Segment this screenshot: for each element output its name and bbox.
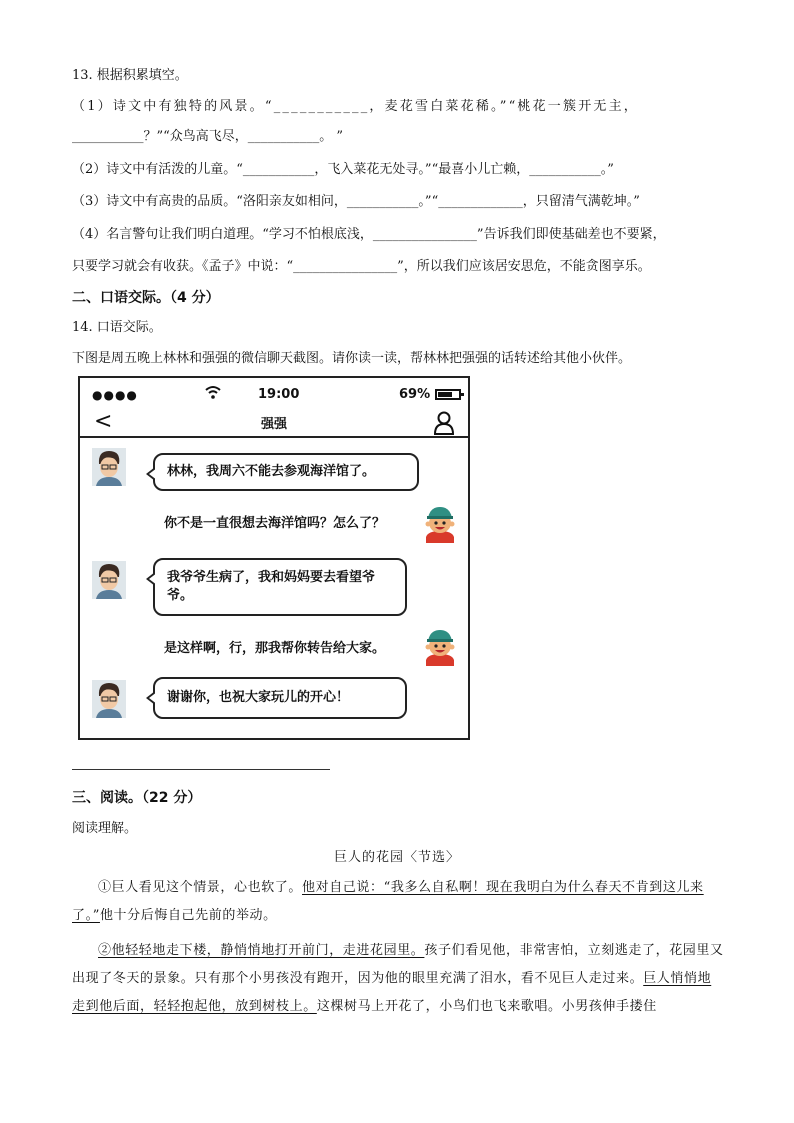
paragraph-2-underlined-2: 巨人悄悄地走到他后面，轻轻抱起他，放到树枝上。 bbox=[72, 971, 712, 1014]
fill-item-1-line-2: ___________？”“众鸟高飞尽，___________。 ” bbox=[72, 129, 344, 144]
signal-dots: ●●●● bbox=[92, 388, 138, 402]
chat-screenshot bbox=[78, 376, 470, 740]
section-2-heading: 二、口语交际。（4 分） bbox=[72, 290, 220, 306]
wifi-icon bbox=[204, 384, 222, 400]
paragraph-2-text-b: 这棵树马上开花了，小鸟们也飞来歌唱。小男孩伸手搂住 bbox=[316, 999, 657, 1014]
battery-icon bbox=[435, 389, 461, 400]
chat-navbar bbox=[80, 410, 468, 438]
back-icon[interactable]: < bbox=[94, 409, 113, 434]
chat-message-3: 我爷爷生病了，我和妈妈要去看望爷爷。 bbox=[153, 558, 407, 616]
avatar-qiangqiang-icon bbox=[424, 628, 456, 666]
paragraph-2-text-a: 孩子们看见他，非常害怕，立刻逃走了，花园里又出现了冬天的景象。只有那个小男孩没有跑开，因为他的眼里充满了泪水，看不见巨人走过来。 bbox=[72, 943, 724, 986]
fill-item-4-line-1: （4）名言警句让我们明白道理。“学习不怕根底浅，________________”告诉我们即使基础差也不要紧， bbox=[72, 227, 666, 242]
paragraph-1-text-b: 他十分后悔自己先前的举动。 bbox=[99, 908, 277, 923]
paragraph-1-underlined: 他对自己说：“我多么自私啊！现在我明白为什么春天不肯到这儿来了。” bbox=[72, 880, 704, 923]
section-3-heading: 三、阅读。（22 分） bbox=[72, 790, 202, 806]
avatar-linlin-icon bbox=[92, 680, 126, 718]
story-paragraph-1 bbox=[72, 874, 724, 930]
avatar-linlin-icon bbox=[92, 448, 126, 486]
reading-label: 阅读理解。 bbox=[72, 821, 138, 836]
paragraph-1-text-a: ①巨人看见这个情景，心也软了。 bbox=[98, 880, 303, 895]
contact-name: 强强 bbox=[260, 417, 287, 432]
avatar-qiangqiang-icon bbox=[424, 505, 456, 543]
chat-message-2: 你不是一直很想去海洋馆吗？怎么了？ bbox=[164, 516, 386, 531]
fill-item-1-line-1: （1）诗文中有独特的风景。“___________，麦花雪白菜花稀。”“桃花一簇开无主， bbox=[72, 99, 640, 114]
chat-message-1: 林林，我周六不能去参观海洋馆了。 bbox=[153, 453, 419, 491]
fill-item-3: （3）诗文中有高贵的品质。“洛阳亲友如相问，___________。”“_____________，只留清气满乾坤。” bbox=[72, 194, 640, 209]
avatar-linlin-icon bbox=[92, 561, 126, 599]
person-icon[interactable] bbox=[433, 411, 455, 435]
question-13-title: 13. 根据积累填空。 bbox=[72, 68, 188, 83]
story-title: 巨人的花园〈节选〉 bbox=[333, 850, 460, 865]
story-paragraph-2 bbox=[72, 937, 724, 1021]
question-14-title: 14. 口语交际。 bbox=[72, 320, 162, 335]
battery-percent: 69% bbox=[399, 387, 431, 402]
chat-message-5: 谢谢你，也祝大家玩儿的开心！ bbox=[153, 677, 407, 719]
status-time: 19:00 bbox=[258, 387, 300, 402]
chat-message-4: 是这样啊，行，那我帮你转告给大家。 bbox=[164, 641, 386, 656]
answer-line bbox=[72, 769, 330, 770]
fill-item-4-line-2: 只要学习就会有收获。《孟子》中说：“________________”，所以我们应该居安思危，不能贪图享乐。 bbox=[72, 259, 651, 274]
fill-item-2: （2）诗文中有活泼的儿童。“___________，飞入菜花无处寻。”“最喜小儿亡赖，___________。” bbox=[72, 162, 614, 177]
paragraph-2-underlined-1: ②他轻轻地走下楼，静悄悄地打开前门，走进花园里。 bbox=[98, 943, 425, 958]
question-14-instruction: 下图是周五晚上林林和强强的微信聊天截图。请你读一读，帮林林把强强的话转述给其他小伙伴。 bbox=[72, 351, 632, 366]
status-bar bbox=[80, 378, 468, 410]
